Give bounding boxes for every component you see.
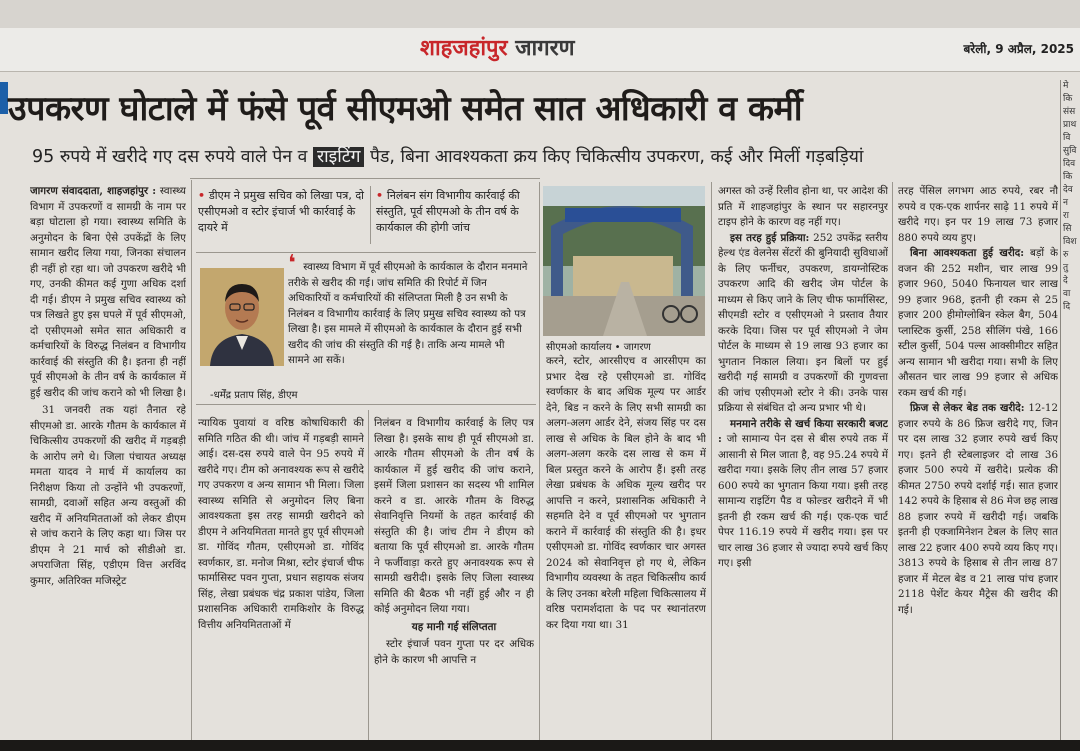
quote-box xyxy=(288,251,528,369)
column-3-subhead: यह मानी गई संलिप्तता xyxy=(411,620,497,633)
quote-mark-icon: ❛ xyxy=(288,251,304,276)
quote-author: -धर्मेंद्र प्रताप सिंह, डीएम xyxy=(210,390,298,401)
article-column-4 xyxy=(546,354,706,740)
column-6-subhead-1: बिना आवश्यकता हुई खरीद: xyxy=(910,247,1025,259)
bottom-edge xyxy=(0,740,1080,751)
edge-line: सुवि xyxy=(1063,146,1077,156)
column-6-subhead-2: फ्रिज से लेकर बेड तक खरीदे: xyxy=(910,402,1025,414)
column-5-text-a: 252 उपकेंद्र स्तरीय हेल्थ एंड वेलनेस सेंटरों की बुनियादी सुविधाओं के लिए फर्नीचर, उपकरण, डायग्नोस्टिक उपकरण आदि की खरीद जेम पोर्टल के माध्यम से किए जाने के लिए चीफ फार्मासिस्ट, सीएमडी स्टोर व एसीएमओ ने प्रस्ताव तैयार करके दिया। जिस पर पूर्व सीएमओ ने जेम पोर्टल के माध्यम से 19 लाख 93 हजार का भुगतान निकाल लिया। इन बिलों पर हुई खरीदी गई सामग्री व उपकरणों की गुणवत्ता की जांच एसीएमओ स्टोर ने की। उनके पास प्रक्रिया से संबंधित दो अन्य प्रभार भी थे। xyxy=(718,231,888,414)
subhead-boxed-word: राइटिंग xyxy=(313,147,365,167)
rule xyxy=(196,252,536,253)
article-column-5 xyxy=(718,184,888,740)
column-1-text: स्वास्थ्य विभाग में उपकरणों व सामग्री के नाम पर बड़ा घोटाला हो गया। स्वास्थ्य समिति के अनुमोदन के बिना ऐसे उपकेंद्रों के लिए सामान खरीद लिया गया, जिनका संचालन ही नहीं हो रहा था। जो उपकरण खरीदे भी गए, उनकी कीमत कई गुणा अधिक दर्शा दी गई। डीएम ने प्रमुख सचिव स्वास्थ्य को पत्र लिखते हुए इस घपले में पूर्व सीएमओ, दो एसीएमओ समेत सात अधिकारी व कर्मचारियों के विरुद्ध निलंबन व विभागीय कार्रवाई की संस्तुति की है। इतना ही नहीं पूर्व सीएमओ के तीन वर्ष के कार्यकाल में हुई खरीद की जांच कराने को भी लिखा है। xyxy=(30,185,186,399)
edge-line: रा xyxy=(1063,211,1070,221)
photo-caption: सीएमओ कार्यालय • जागरण xyxy=(546,342,651,353)
article-column-6 xyxy=(898,184,1058,740)
column-6-text: तरह पेंसिल लगभग आठ रुपये, रबर नौ रुपये व एक-एक शार्पनर साढ़े 11 रुपये में खरीदे गए। इन पर 19 लाख 73 हजार 880 रुपये व्यय हुए। xyxy=(898,185,1058,244)
edge-line: कि xyxy=(1063,94,1073,104)
edge-line: मे xyxy=(1063,81,1069,91)
edge-line: तु xyxy=(1063,263,1069,273)
column-rule xyxy=(892,182,893,740)
masthead-title xyxy=(420,32,575,62)
adjacent-article-edge xyxy=(1060,80,1080,751)
article-column-2 xyxy=(198,416,364,740)
bullet-2 xyxy=(376,188,534,236)
subhead-part1: 95 रुपये में खरीदे गए दस रुपये वाले पेन व xyxy=(32,147,308,167)
column-6-text-a: बड़ों के वजन की 252 मशीन, चार लाख 99 हजार 960, 5040 फिनायल चार लाख 99 हजार 968, इतनी ही रकम से 25 हजार 200 हीमोग्लोबिन स्केल बैग, 504 प्लास्टिक कुर्सी, 258 सीलिंग पंखे, 166 स्टील कुर्सी, 504 पल्स आक्सीमीटर सहित अन्य सामान भी खरीदा गया। सभी के लिए औसतन चार लाख 99 हजार से अधिक रकम खर्च की गई। xyxy=(898,247,1058,399)
column-5-text: अगस्त को उन्हें रिलीव होना था, पर आदेश की प्रति में शाहजहांपुर के स्थान पर सहारनपुर टाइप होने के कारण वह नहीं गए। xyxy=(718,185,888,228)
cmo-office-photo xyxy=(543,186,705,336)
edge-line: वि xyxy=(1063,133,1071,143)
column-4-text: करने, स्टोर, आरसीएच व आरसीएम का प्रभार देख रहे एसीएमओ डा. गोविंद स्वर्णकार के बाद अधिक मूल्य पर आर्डर देने, बिड न करने के लिए सभी सामग्री का अलग-अलग आर्डर देने, संजय सिंह पर दस लाख से अधिक के बिल होने के बाद भी अलग-अलग करके दस लाख से कम में बिल प्रस्तुत करने के आरोप हैं। इसी तरह लेखा प्रबंधक के अधिक मूल्य खरीद पर आपत्ति न करने, प्रशासनिक अधिकारी ने सहमति देने व पूर्व सीएमओ पर भुगतान कराने में कार्रवाई की संस्तुति की है। इधर एसीएमओ डा. गोविंद स्वर्णकार चार अगस्त 2024 को सेवानिवृत्त हो गए थे, लेकिन विभागीय व्यवस्था के तहत चिकित्सीय कार्य के लिए उनका बरेली महिला चिकित्सालय में वरिष्ठ परामर्शदाता के पद पर स्थानांतरण कर दिया गया था। 31 xyxy=(546,355,706,631)
dm-portrait xyxy=(200,268,284,366)
edge-line: प्राथ xyxy=(1063,120,1077,130)
edge-line: सि xyxy=(1063,224,1072,234)
column-1-text-b: 31 जनवरी तक यहां तैनात रहे सीएमओ डा. आरके गौतम के कार्यकाल में चिकित्सीय उपकरणों की खरीद में गड़बड़ी के आरोप लगे थे। जिला पंचायत अध्यक्ष ममता यादव ने मार्च में कार्यालय का निरीक्षण किया तो उन्होंने भी उपकरणों, सामग्री, दवाओं सहित अन्य वस्तुओं की खरीद में अनियमितताओं को लेकर डीएम से जांच कराने के लिए कहा था। जिस पर डीएम ने 21 मार्च को सीडीओ डा. अपराजिता सिंह, एडीएम वित्त अरविंद कुमार, अतिरिक्त मजिस्ट्रेट xyxy=(30,404,186,587)
edge-line: रु xyxy=(1063,250,1069,260)
edge-line: दि xyxy=(1063,302,1071,312)
section-tab-marker xyxy=(0,82,8,114)
subhead-part2: पैड, बिना आवश्यकता क्रय किए चिकित्सीय उपकरण, कई और मिलीं गड़बड़ियां xyxy=(370,147,864,167)
top-strip xyxy=(0,0,1080,28)
column-5-text-b: जो सामान्य पेन दस से बीस रुपये तक में आसानी से मिल जाता है, वह 95.24 रुपये में खरीदा गया। इसके लिए तीन लाख 57 हजार 600 रुपये का भुगतान किया गया। इसी तरह सामान्य राइटिंग पैड व फोल्डर खरीदने में भी इतनी ही रकम खर्च की गई। एक-एक चार्ट पेपर 116.19 रुपये में खरीद गया। इस पर चार लाख 36 हजार से ज्यादा रुपये खर्च किए गए। इसी xyxy=(718,433,888,569)
edge-line: कि xyxy=(1063,172,1073,182)
column-6-text-b: 12-12 हजार रुपये के 86 फ्रिज खरीदे गए, जिन पर दस लाख 32 हजार रुपये खर्च किए गए। इतने ही स्टेबलाइजर दो लाख 36 हजार 500 रुपये में खरीदे। प्रत्येक की कीमत 2750 रुपये दर्शाई गई। सात हजार 142 रुपये के हिसाब से 86 मेज छह लाख 88 हजार रुपये में खरीदी गई। जबकि इतनी ही एक्जामिनेशन टेबल के लिए सात लाख 22 हजार 400 रुपये व्यय किए गए। 3813 रुपये के हिसाब से तीन लाख 87 हजार में मेटल बेड व 21 लाख पांच हजार 2118 पेशेंट केयर मैट्रेस की खरीद की गई। xyxy=(898,402,1058,616)
edge-line: संस xyxy=(1063,107,1076,117)
column-3-text-b: स्टोर इंचार्ज पवन गुप्ता पर दर अधिक होने के कारण भी आपत्ति न xyxy=(374,638,534,666)
edge-line: वा xyxy=(1063,289,1071,299)
rule xyxy=(190,178,540,179)
dateline: बरेली, 9 अप्रैल, 2025 xyxy=(963,42,1074,56)
bullet-dot-icon: • xyxy=(376,189,387,202)
column-5-subhead-2: मनमाने तरीके से खर्च किया सरकारी बजट : xyxy=(718,417,888,445)
column-rule xyxy=(711,182,712,740)
edge-line: न xyxy=(1063,198,1068,208)
article-column-3 xyxy=(374,416,534,740)
rule xyxy=(196,404,536,405)
column-rule xyxy=(368,410,369,740)
column-rule xyxy=(370,186,371,244)
headline: उपकरण घोटाले में फंसे पूर्व सीएमओ समेत सात अधिकारी व कर्मी xyxy=(8,89,803,129)
byline: जागरण संवाददाता, शाहजहांपुर : xyxy=(30,185,157,197)
column-3-text: निलंबन व विभागीय कार्रवाई के लिए पत्र लिखा है। इसके साथ ही पूर्व सीएमओ डा. आरके गौतम सीएमओ के तीन वर्ष के कार्यकाल में हुई खरीद की जांच कराने, इसमें जिला प्रशासन का सदस्य भी शामिल करने व डा. आरके गौतम के विरुद्ध सेवानिवृत्ति नियमों के तहत कार्रवाई की संस्तुति की है। जांच टीम ने डीएम को बताया कि पूर्व सीएमओ डा. आरके गौतम ने फर्जीवाड़ा करते हुए अनावश्यक रूप से सामग्री खरीदी। इसके लिए जिला स्वास्थ्य समिति की बैठक भी नहीं हुई और न ही कोई अनुमोदन लिया गया। xyxy=(374,417,534,615)
column-2-text: न्यायिक पुवायां व वरिष्ठ कोषाधिकारी की समिति गठित की थी। जांच में गड़बड़ी सामने आई। दस-दस रुपये वाले पेन 95 रुपये में खरीदे गए। टीम को अनावश्यक रूप से खरीदे गए उपकरण व अन्य सामान भी मिला। जिला स्वास्थ्य समिति से अनुमोदन लिए बिना आवश्यकता इस तरह सामग्री खरीदने को डीएम ने अनियमितता मानते हुए पूर्व सीएमओ डा. गोविंद गौतम, एसीएमओ डा. गोविंद स्वर्णकार, डा. मनोज मिश्रा, स्टोर इंचार्ज चीफ फार्मासिस्ट पवन गुप्ता, प्रधान सहायक संजय सिंह, लेखा प्रबंधक चंद्र प्रकाश पांडेय, जिला प्रशासनिक अधिकारी रामकिशोर के विरुद्ध वित्तीय अनियमितताओं में xyxy=(198,417,364,631)
column-rule xyxy=(191,180,192,740)
masthead xyxy=(0,28,1080,72)
quote-text: स्वास्थ्य विभाग में पूर्व सीएमओ के कार्यकाल के दौरान मनमाने तरीके से खरीद की गई। जांच समिति की रिपोर्ट में जिन अधिकारियों व कर्मचारियों की संलिप्तता मिली है उन सभी के निलंबन व विभागीय कार्रवाई के लिए प्रमुख सचिव स्वास्थ्य को पत्र लिखा है। इस मामले में सीएमओ के कार्यकाल के दौरान हुई सभी खरीद की जांच की संस्तुति की गई है। ताकि अन्य मामले भी सामने आ सकें। xyxy=(288,262,528,366)
edge-line: देव xyxy=(1063,185,1073,195)
article-column-1 xyxy=(30,184,186,740)
bullet-2-text: निलंबन संग विभागीय कार्रवाई की संस्तुति, पूर्व सीएमओ के तीन वर्ष के कार्यकाल की होगी जांच xyxy=(376,189,520,234)
masthead-paper: जागरण xyxy=(515,36,575,61)
bullet-1-text: डीएम ने प्रमुख सचिव को लिखा पत्र, दो एसीएमओ व स्टोर इंचार्ज भी कार्रवाई के दायरे में xyxy=(198,189,365,234)
column-5-subhead-1: इस तरह हुई प्रक्रिया: xyxy=(730,231,810,244)
edge-line: विश xyxy=(1063,237,1077,247)
masthead-city: शाहजहांपुर xyxy=(420,36,508,61)
edge-line: दे xyxy=(1063,276,1068,286)
bullet-1 xyxy=(198,188,366,236)
bullet-dot-icon: • xyxy=(198,189,209,202)
edge-line: दिव xyxy=(1063,159,1076,169)
subhead xyxy=(32,144,1052,168)
column-rule xyxy=(539,182,540,740)
